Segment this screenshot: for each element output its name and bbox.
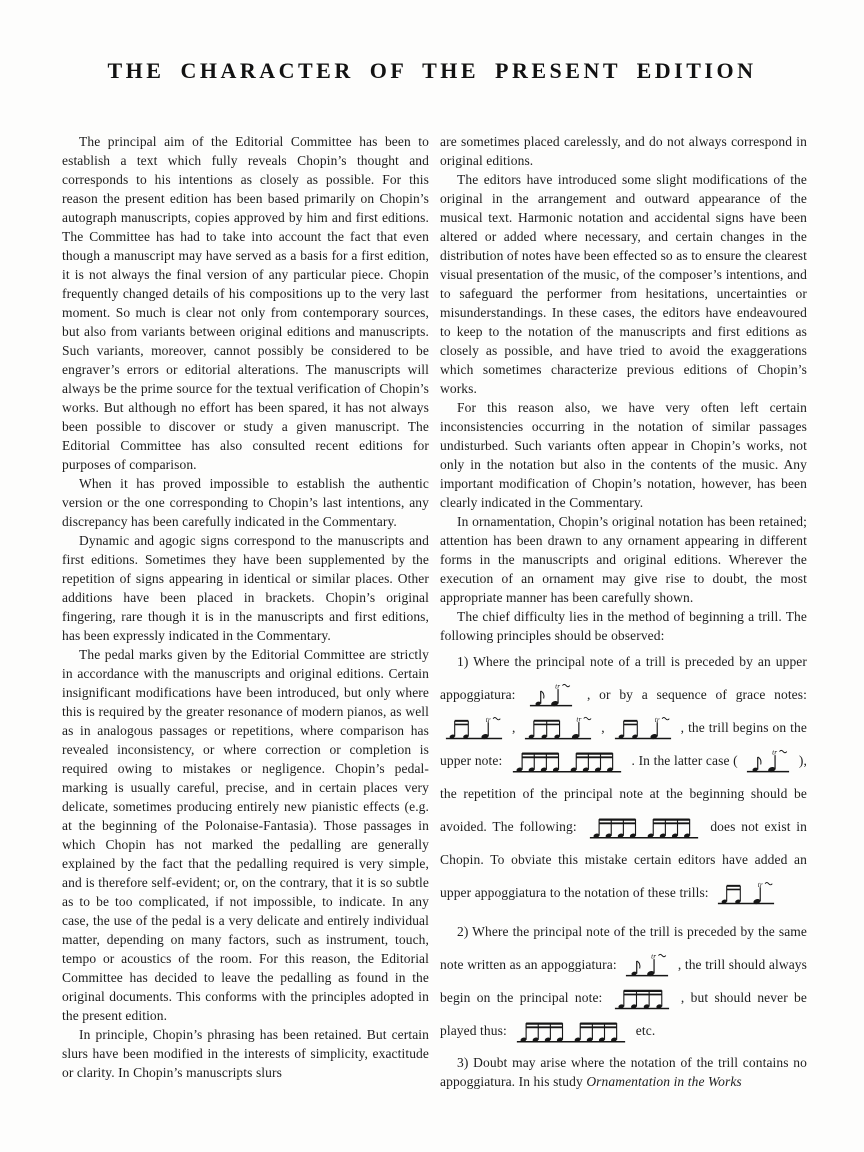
left-column (62, 132, 429, 1091)
paragraph-pedal-marks: The pedal marks given by the Editorial Committee are strictly in accordance with the manuscripts and original editions. Certain insignificant modifications have been introduced, but only where this is required by the greater resonance of modern pianos, as well as in analogous passages or repetitions, where comparison has revealed inconsistency, or where correction or completion is required owing to mistakes or negligence. Chopin’s pedal-marking is usually careful, precise, and in certain places very delicate, sometimes producing entirely new pianistic effects (e.g. at the beginning of the Polonaise-Fantasia). Those passages in which Chopin has not marked the pedalling are generally explained by the fact that the pedalling required is very simple, and is therefore self-evident; or, on the contrary, that it is so subtle as to be too complicated, if not impossible, to indicate. In any case, the use of the pedal is a very delicate and entirely individual matter, depending on many factors, such as instrument, touch, tempo or acoustics of the room. For this reason, the Editorial Committee has decided to leave the pedalling as found in the original documents. This conforms with the principles adopted in the present edition. (62, 647, 429, 1023)
right-column (440, 132, 807, 1091)
upper-note-trill-notation-icon (511, 748, 623, 776)
paragraph-trill-difficulty: The chief difficulty lies in the method of beginning a trill. The following principles should be observed: (440, 609, 807, 643)
trill-rule-2-text: , but should never be played thus: (440, 990, 807, 1038)
grace-sequence-notation-2-icon (524, 715, 592, 743)
following-incorrect-notation-icon (588, 814, 700, 842)
trill-rule-1-text: does not exist in Chopin. To obviate this mistake certain editors have added an upper appoggiatura to the notation of these trills: (440, 819, 808, 900)
paragraph-slurs-continuation: are sometimes placed carelessly, and do not always correspond in original editions. (440, 134, 807, 168)
trill-rule-1-text: , the trill begins on the upper note: (440, 720, 807, 768)
paragraph-ornamentation: In ornamentation, Chopin’s original notation has been retained; attention has been drawn to any ornament appearing in different forms in the manuscripts and original editions. Wherever the execution of an ornament may give rise to doubt, the most appropriate manner has been carefully shown. (440, 514, 807, 605)
trill-rule-1-text: , (511, 720, 516, 735)
these-trills-notation-icon (717, 880, 775, 908)
paragraph-phrasing: In principle, Chopin’s phrasing has been retained. But certain slurs have been modified in the interests of simplicity, exactitude or clarity. In Chopin’s manuscripts slurs (62, 1027, 429, 1080)
trill-rule-1 (440, 645, 807, 909)
page-title: THE CHARACTER OF THE PRESENT EDITION (107, 58, 757, 83)
trill-rule-2-text: , the trill should always begin on the principal note: (440, 957, 807, 1005)
same-note-appoggiatura-notation-icon (625, 952, 669, 980)
grace-sequence-notation-1-icon (445, 715, 503, 743)
trill-rule-2 (440, 915, 807, 1047)
trill-rule-1-text: 1) Where the principal note of a trill is preceded by an upper appoggiatura: (440, 654, 807, 702)
trill-rule-2-text: etc. (635, 1023, 656, 1038)
grace-sequence-notation-3-icon (614, 715, 672, 743)
paragraph-editorial-aim: The principal aim of the Editorial Committee has been to establish a text which fully reveals Chopin’s thought and corresponds to his intentions as closely as possible. For this reason the present edition has been based primarily on Chopin’s autograph manuscripts, copies approved by him and first editions. The Committee has had to take into account the fact that even though a manuscript may have served as a basis for a first edition, it is not always the final version of any particular piece. Chopin frequently changed details of his compositions up to the very last moment. So much is clear not only from contemporary sources, but also from variants between original editions and manuscripts. Such variants, moreover, cannot possibly be considered to be engraver’s errors or editorial alterations. The manuscripts will always be the prime source for the textual verification of Chopin’s works. But although no effort has been spared, it has not always been possible to discover or study a given manuscript. The Editorial Committee has also consulted recent editions for purposes of comparison. (62, 134, 429, 472)
trill-rule-1-text: , (601, 720, 605, 735)
trill-rule-1-text: . In the latter case ( (631, 753, 738, 768)
paragraph-inconsistencies: For this reason also, we have very often left certain inconsistencies occurring in the notation of similar passages undisturbed. Such variants often appear in Chopin’s works, not only in the notation but also in the contents of the music. Any important modification of Chopin’s notation, however, has been clearly indicated in the Commentary. (440, 400, 807, 510)
trill-rule-1-text: , or by a sequence of grace notes: (586, 687, 807, 702)
trill-rule-3 (440, 1053, 807, 1091)
never-played-thus-notation-icon (515, 1018, 627, 1046)
paragraph-authentic-version: When it has proved impossible to establish the authentic version or the one corresponding to Chopin’s last intentions, any discrepancy has been carefully indicated in the Commentary. (62, 476, 429, 529)
principal-note-notation-icon (614, 985, 670, 1013)
paragraph-dynamic-signs: Dynamic and agogic signs correspond to the manuscripts and first editions. Sometimes they have been supplemented by the repetition of signs appearing in identical or similar places. Other additions have been placed in brackets. Chopin’s original fingering, rare though it is in the manuscripts and first editions, has been expressly indicated in the Commentary. (62, 533, 429, 643)
trill-rule-2-text: 2) Where the principal note of the trill is preceded by the same note written as an appoggiatura: (440, 924, 807, 972)
upper-appoggiatura-notation-icon (529, 682, 573, 710)
study-title-italic: Ornamentation in the Works (586, 1074, 742, 1089)
trill-rule-3-text: 3) Doubt may arise where the notation of the trill contains no appoggiatura. In his study (440, 1055, 807, 1089)
trill-rule-1-text: ), the repetition of the principal note at the beginning should be avoided. The following: (440, 753, 807, 834)
latter-case-notation-icon (746, 748, 790, 776)
text-columns (0, 132, 864, 1091)
paragraph-editor-modifications: The editors have introduced some slight modifications of the original in the arrangement and outward appearance of the musical text. Harmonic notation and accidental signs have been altered or added where necessary, and certain changes in the distribution of notes have been effected so as to ensure the clearest visual presentation of the music, of the composer’s intentions, and to safeguard the performer from hesitations, uncertainties or misunderstandings. In these cases, the editors have endeavoured to keep to the notation of the manuscripts and first editions as closely as possible, and have tried to avoid the exaggerations which sometimes characterize previous editions of Chopin’s works. (440, 172, 807, 396)
